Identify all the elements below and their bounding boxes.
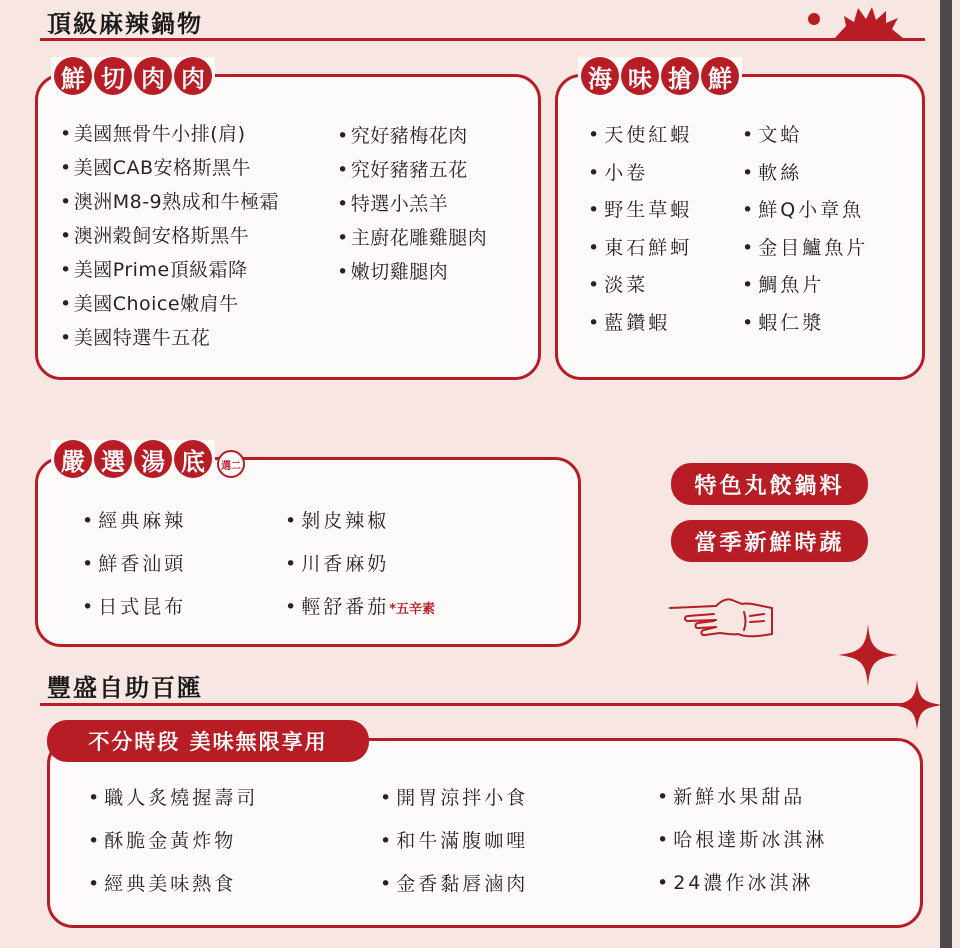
seafood-col-1	[588, 117, 692, 342]
seafood-label	[578, 57, 742, 95]
meat-label	[51, 57, 215, 95]
list-item: • 究好豬梅花肉	[337, 119, 487, 153]
choose-two-badge: 選二	[217, 450, 245, 478]
page-edge-bar	[940, 0, 952, 948]
list-item: • 新鮮水果甜品	[657, 776, 827, 819]
meat-label-char: 肉	[134, 57, 172, 95]
list-item: • 和牛滿腹咖哩	[380, 820, 528, 863]
buffet-title-underline	[40, 703, 918, 706]
list-item: • 野生草蝦	[588, 192, 692, 230]
list-item-text: 輕舒番茄	[301, 596, 390, 618]
list-item: • 鮮香汕頭	[82, 543, 186, 586]
list-item: • 文蛤	[742, 117, 868, 155]
buffet-col-3	[657, 776, 827, 905]
buffet-tagline: 不分時段 美味無限享用	[47, 720, 369, 762]
sparkle-icon	[838, 624, 898, 686]
list-item: • 金目鱸魚片	[742, 230, 868, 268]
list-item: • 澳洲M8-9熟成和牛極霜	[60, 185, 279, 219]
list-item: • 蝦仁漿	[742, 305, 868, 343]
soup-label-char: 選	[94, 440, 132, 478]
list-item: • 美國Prime頂級霜降	[60, 253, 279, 287]
list-item: • 天使紅蝦	[588, 117, 692, 155]
list-item: • 特選小羔羊	[337, 187, 487, 221]
seafood-label-char: 味	[621, 57, 659, 95]
extras-badge: 特色丸餃鍋料	[671, 463, 868, 505]
hotpot-title-underline	[40, 38, 925, 41]
list-item: • 日式昆布	[82, 586, 186, 629]
list-item: • 嫩切雞腿肉	[337, 255, 487, 289]
list-item: • 澳洲穀飼安格斯黑牛	[60, 219, 279, 253]
buffet-title: 豐盛自助百匯	[47, 673, 203, 702]
list-item: • 主廚花雕雞腿肉	[337, 221, 487, 255]
meat-col-1	[60, 117, 279, 355]
burst-icon	[832, 6, 906, 40]
list-item	[285, 586, 435, 631]
meat-label-char: 肉	[174, 57, 212, 95]
soup-label-char: 湯	[134, 440, 172, 478]
list-item: • 美國Choice嫩肩牛	[60, 287, 279, 321]
list-item: • 經典麻辣	[82, 500, 186, 543]
buffet-col-1	[88, 777, 258, 906]
hotpot-title: 頂級麻辣鍋物	[47, 9, 203, 38]
list-item: • 鮮Q小章魚	[742, 192, 868, 230]
list-item: • 哈根達斯冰淇淋	[657, 819, 827, 862]
list-item: • 金香黏唇滷肉	[380, 863, 528, 906]
sparkle-icon	[892, 680, 942, 730]
soup-col-1	[82, 500, 186, 629]
soup-col-2	[285, 500, 435, 631]
meat-label-char: 鮮	[54, 57, 92, 95]
seafood-label-char: 鮮	[701, 57, 739, 95]
soup-label-char: 底	[174, 440, 212, 478]
meat-col-2	[337, 119, 487, 289]
buffet-col-2	[380, 777, 528, 906]
list-item: • 職人炙燒握壽司	[88, 777, 258, 820]
list-item: • 川香麻奶	[285, 543, 435, 586]
list-item: • 小卷	[588, 155, 692, 193]
list-item: • 淡菜	[588, 267, 692, 305]
seafood-col-2	[742, 117, 868, 342]
extras-badge: 當季新鮮時蔬	[671, 520, 868, 562]
list-item: • 經典美味熱食	[88, 863, 258, 906]
seafood-label-char: 海	[581, 57, 619, 95]
soup-label-char: 嚴	[54, 440, 92, 478]
meat-label-char: 切	[94, 57, 132, 95]
list-item: • 美國特選牛五花	[60, 321, 279, 355]
accent-dot	[808, 13, 820, 25]
list-item: • 東石鮮蚵	[588, 230, 692, 268]
list-item: • 24濃作冰淇淋	[657, 862, 827, 905]
pointing-hand-icon	[668, 594, 776, 640]
vegetarian-note: *五辛素	[389, 602, 436, 617]
list-item: • 開胃涼拌小食	[380, 777, 528, 820]
list-item: • 美國CAB安格斯黑牛	[60, 151, 279, 185]
seafood-label-char: 搶	[661, 57, 699, 95]
soup-label	[51, 440, 215, 478]
list-item: • 酥脆金黃炸物	[88, 820, 258, 863]
list-item: • 剝皮辣椒	[285, 500, 435, 543]
list-item: • 究好豬豬五花	[337, 153, 487, 187]
list-item: • 藍鑽蝦	[588, 305, 692, 343]
list-item: • 美國無骨牛小排(肩)	[60, 117, 279, 151]
list-item: • 鯛魚片	[742, 267, 868, 305]
list-item: • 軟絲	[742, 155, 868, 193]
